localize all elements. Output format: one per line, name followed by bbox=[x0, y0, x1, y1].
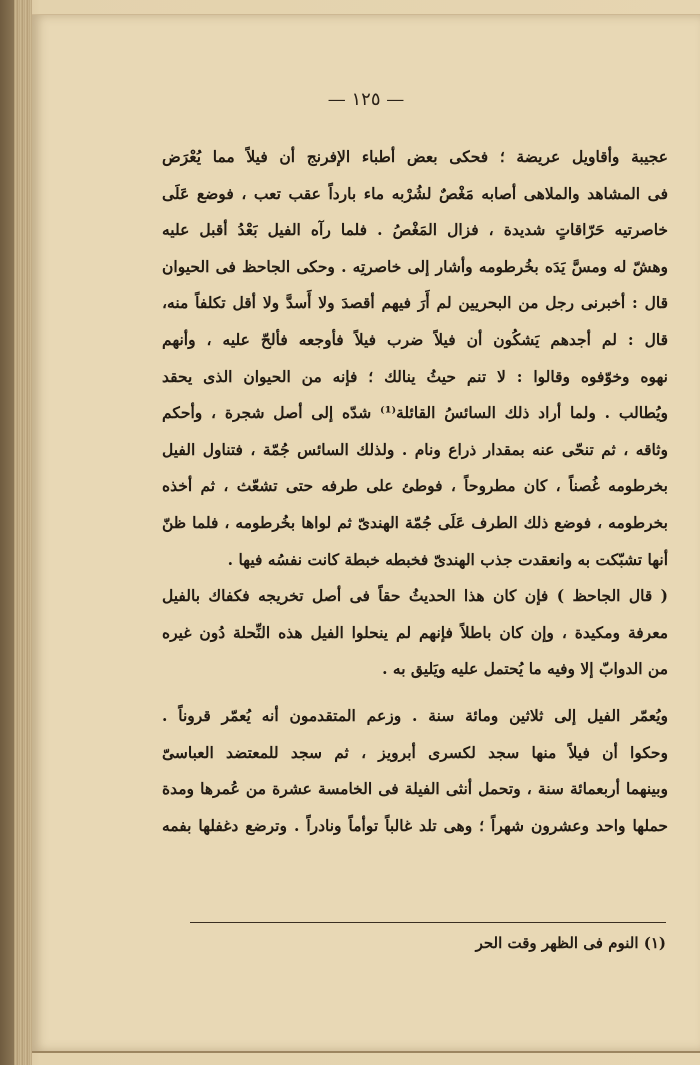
text-line: بخرطومه ، فوضع ذلك الطرف عَلَى جُمّة الهندىّ ثم لواها بخُرطومه ، فلما ظنّ bbox=[162, 512, 668, 532]
text-line: حملها واحد وعشرون شهراً ؛ وهى تلد غالباً توأماً ونادراً . وترضع دغفلها بفمه bbox=[162, 815, 668, 835]
text-line: وثاقه ، ثم تنحّى عنه بمقدار ذراع ونام . ولذلك السائس جُمّة ، فتناول الفيل bbox=[162, 439, 668, 459]
text-line: قال : لم أجدهم يَشكُون أن فيلاً ضرب فيلاً فأوجعه فألحّ عليه ، وأنهم bbox=[162, 329, 668, 349]
text-line: ( قال الجاحظ ) فإن كان هذا الحديثُ حقاً فى أصل تخريجه فكفاك بالفيل bbox=[162, 586, 668, 606]
text-line: معرفة ومكيدة ، وإن كان باطلاً فإنهم لم ينحلوا الفيل هذه النِّحلة دُون غيره bbox=[162, 622, 668, 642]
book-binding-edge bbox=[14, 0, 32, 1065]
footnote-divider bbox=[190, 922, 666, 923]
text-line: وحكوا أن فيلاً منها سجد لكسرى أبرويز ، ثم سجد للمعتضد العباسىّ bbox=[162, 742, 668, 762]
text-line: من الدوابّ إلا وفيه ما يُحتمل عليه ويَليق به . bbox=[382, 659, 668, 679]
text-line: قال : أخبرنى رجل من البحريين لم أَرَ فيهم أقصدَ ولا أَسدَّ ولا أقل تكلفاً منه، bbox=[162, 293, 668, 313]
text-line: ويُعمّر الفيل إلى ثلاثين ومائة سنة . وزعم المتقدمون أنه يُعمّر قروناً . bbox=[162, 705, 668, 725]
text-line: خاصرتيه حَرّاقاتٍ شديدة ، فزال المَغْصُ . فلما رآه الفيل بَعْدُ أقبل عليه bbox=[162, 220, 668, 240]
body-text bbox=[162, 139, 668, 844]
page-number: — ١٢٥ — bbox=[327, 89, 405, 110]
text-line: أنها تشبّكت به وانعقدت جذب الهندىّ فخبطه خبطة كانت نفسُه فيها . bbox=[227, 549, 668, 569]
paragraph-gap bbox=[162, 688, 668, 698]
text-line: ويُطالب . ولما أراد ذلك السائسُ القائلة⁽¹⁾ شدّه إلى أصل شجرة ، وأحكم bbox=[162, 403, 668, 423]
text-line: وبينهما أربعمائة سنة ، وتحمل أنثى الفيلة فى الخامسة عشرة من عُمرها ومدة bbox=[162, 779, 668, 799]
text-line: وهشّ له ومسَّ يَدَه بخُرطومه وأشار إلى خاصرتِه . وحكى الجاحظ فى الحيوان bbox=[162, 256, 668, 276]
text-line: فى المشاهد والملاهى أصابه مَغْصٌ لشُرْبه ماء بارداً عقب تعب ، فوضع عَلَى bbox=[162, 183, 668, 203]
book-page bbox=[32, 14, 700, 1053]
footnote: (١) النوم فى الظهر وقت الحر bbox=[475, 934, 666, 952]
text-line: عجيبة وأقاويل عريضة ؛ فحكى بعض أطباء الإفرنج أن فيلاً مما يُعْرَض bbox=[162, 147, 668, 166]
text-line: نهوه وخوّفوه وقالوا : لا تنم حيثُ ينالك ؛ فإنه من الحيوان الذى يحقد bbox=[162, 366, 668, 386]
text-line: بخرطومه غُصناً ، كان مطروحاً ، فوطئ على طرفه حتى تشعّث ، ثم أخذه bbox=[162, 476, 668, 496]
